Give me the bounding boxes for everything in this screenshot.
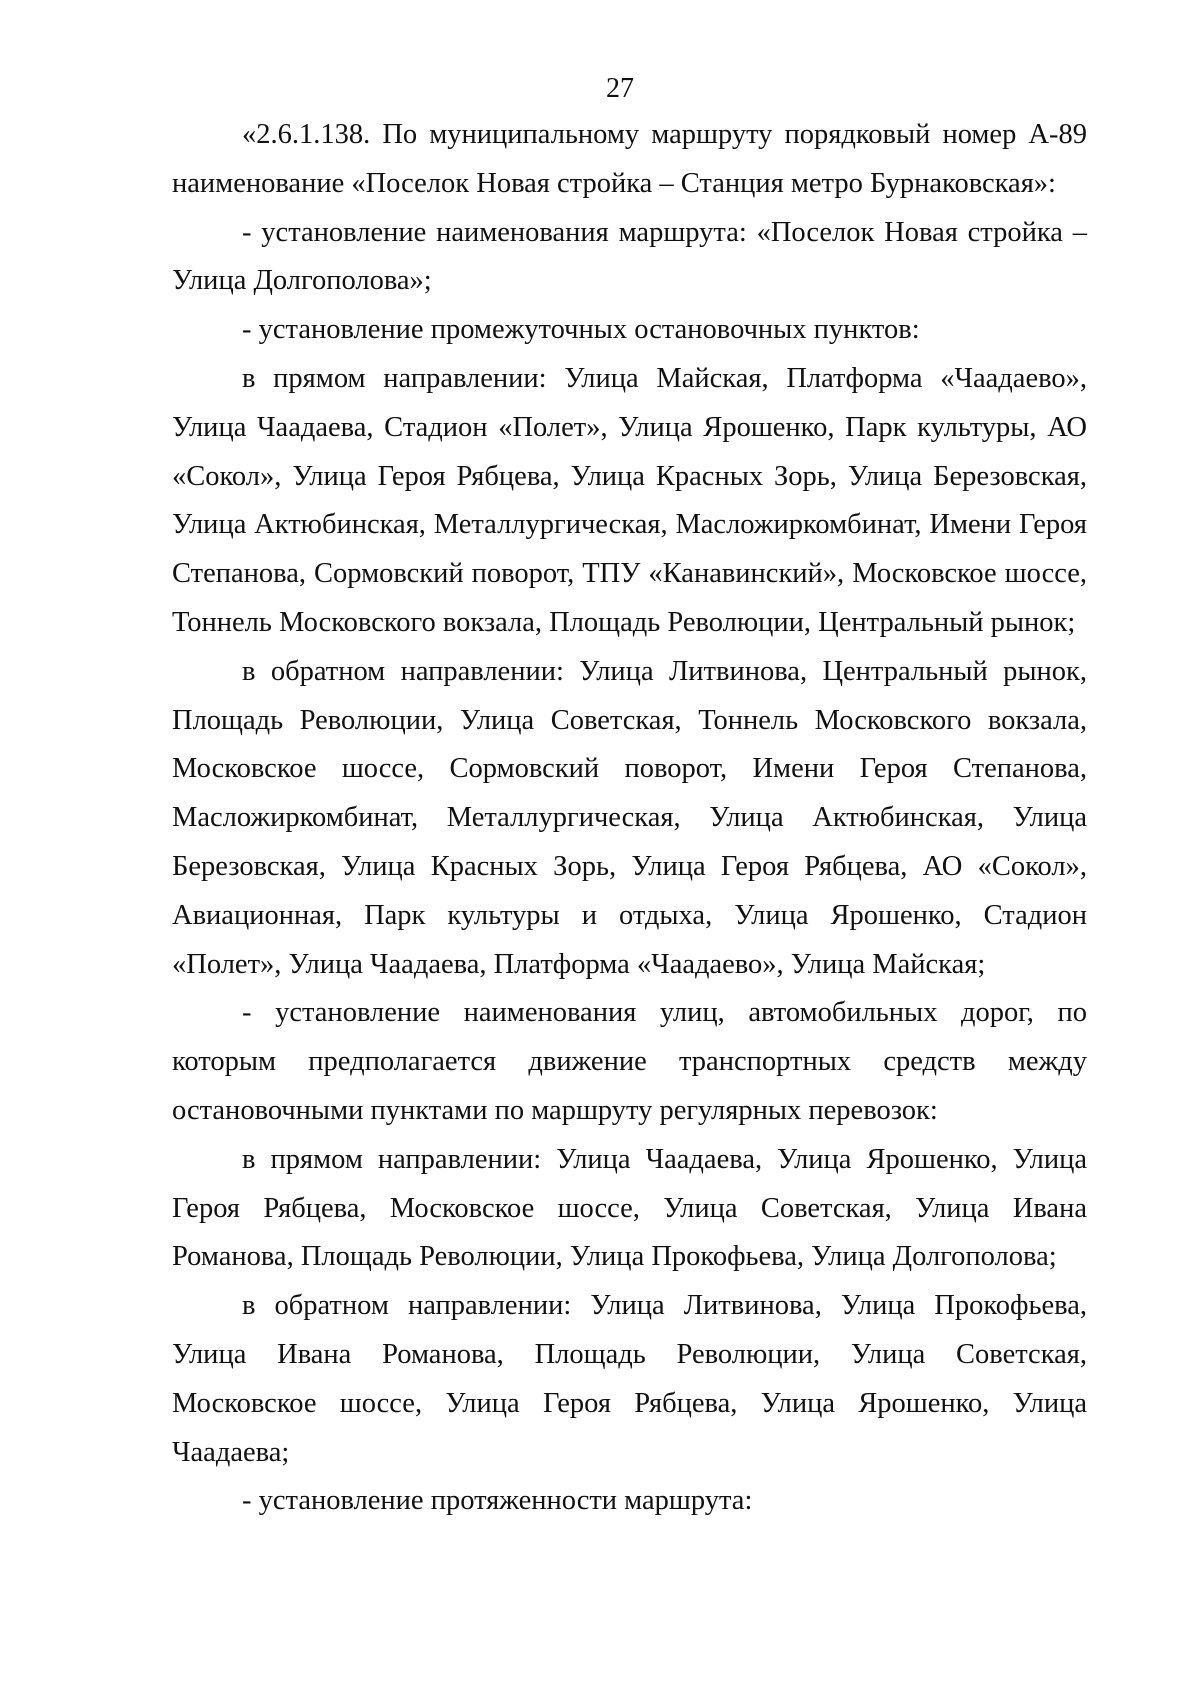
paragraph-route-name: - установление наименования маршрута: «Поселок Новая стройка – Улица Долгополова»; [172, 216, 1087, 297]
document-body [172, 111, 1087, 1526]
paragraph-reverse-stops: в обратном направлении: Улица Литвинова, Центральный рынок, Площадь Революции, Улица Советская, Тоннель Московского вокзала, Московское шоссе, Сормовский поворот, Имени Героя Степанова, Масложиркомбинат, Металлургическая, Улица Актюбинская, Улица Березовская, Улица Красных Зорь, Улица Героя Рябцева, АО «Сокол», Авиационная, Парк культуры и отдыха, Улица Ярошенко, Стадион «Полет», Улица Чаадаева, Платформа «Чаадаево», Улица Майская; [172, 655, 1087, 980]
paragraph-streets-heading: - установление наименования улиц, автомобильных дорог, по которым предполагается движение транспортных средств между остановочными пунктами по маршруту регулярных перевозок: [172, 997, 1087, 1126]
paragraph-intermediate-stops: - установление промежуточных остановочных пунктов: [242, 314, 920, 346]
paragraph-route-length: - установление протяженности маршрута: [242, 1485, 753, 1517]
paragraph-reverse-streets: в обратном направлении: Улица Литвинова, Улица Прокофьева, Улица Ивана Романова, Площадь Революции, Улица Советская, Московское шоссе, Улица Героя Рябцева, Улица Ярошенко, Улица Чаадаева; [172, 1290, 1087, 1468]
paragraph-forward-stops: в прямом направлении: Улица Майская, Платформа «Чаадаево», Улица Чаадаева, Стадион «Полет», Улица Ярошенко, Парк культуры, АО «Сокол», Улица Героя Рябцева, Улица Красных Зорь, Улица Березовская, Улица Актюбинская, Металлургическая, Масложиркомбинат, Имени Героя Степанова, Сормовский поворот, ТПУ «Канавинский», Московское шоссе, Тоннель Московского вокзала, Площадь Революции, Центральный рынок; [172, 362, 1087, 638]
page-number: 27 [606, 73, 634, 104]
paragraph-forward-streets: в прямом направлении: Улица Чаадаева, Улица Ярошенко, Улица Героя Рябцева, Московское шоссе, Улица Советская, Улица Ивана Романова, Площадь Революции, Улица Прокофьева, Улица Долгополова; [172, 1143, 1087, 1273]
paragraph-route-heading: «2.6.1.138. По муниципальному маршруту порядковый номер А-89 наименование «Поселок Новая стройка – Станция метро Бурнаковская»: [172, 119, 1087, 199]
